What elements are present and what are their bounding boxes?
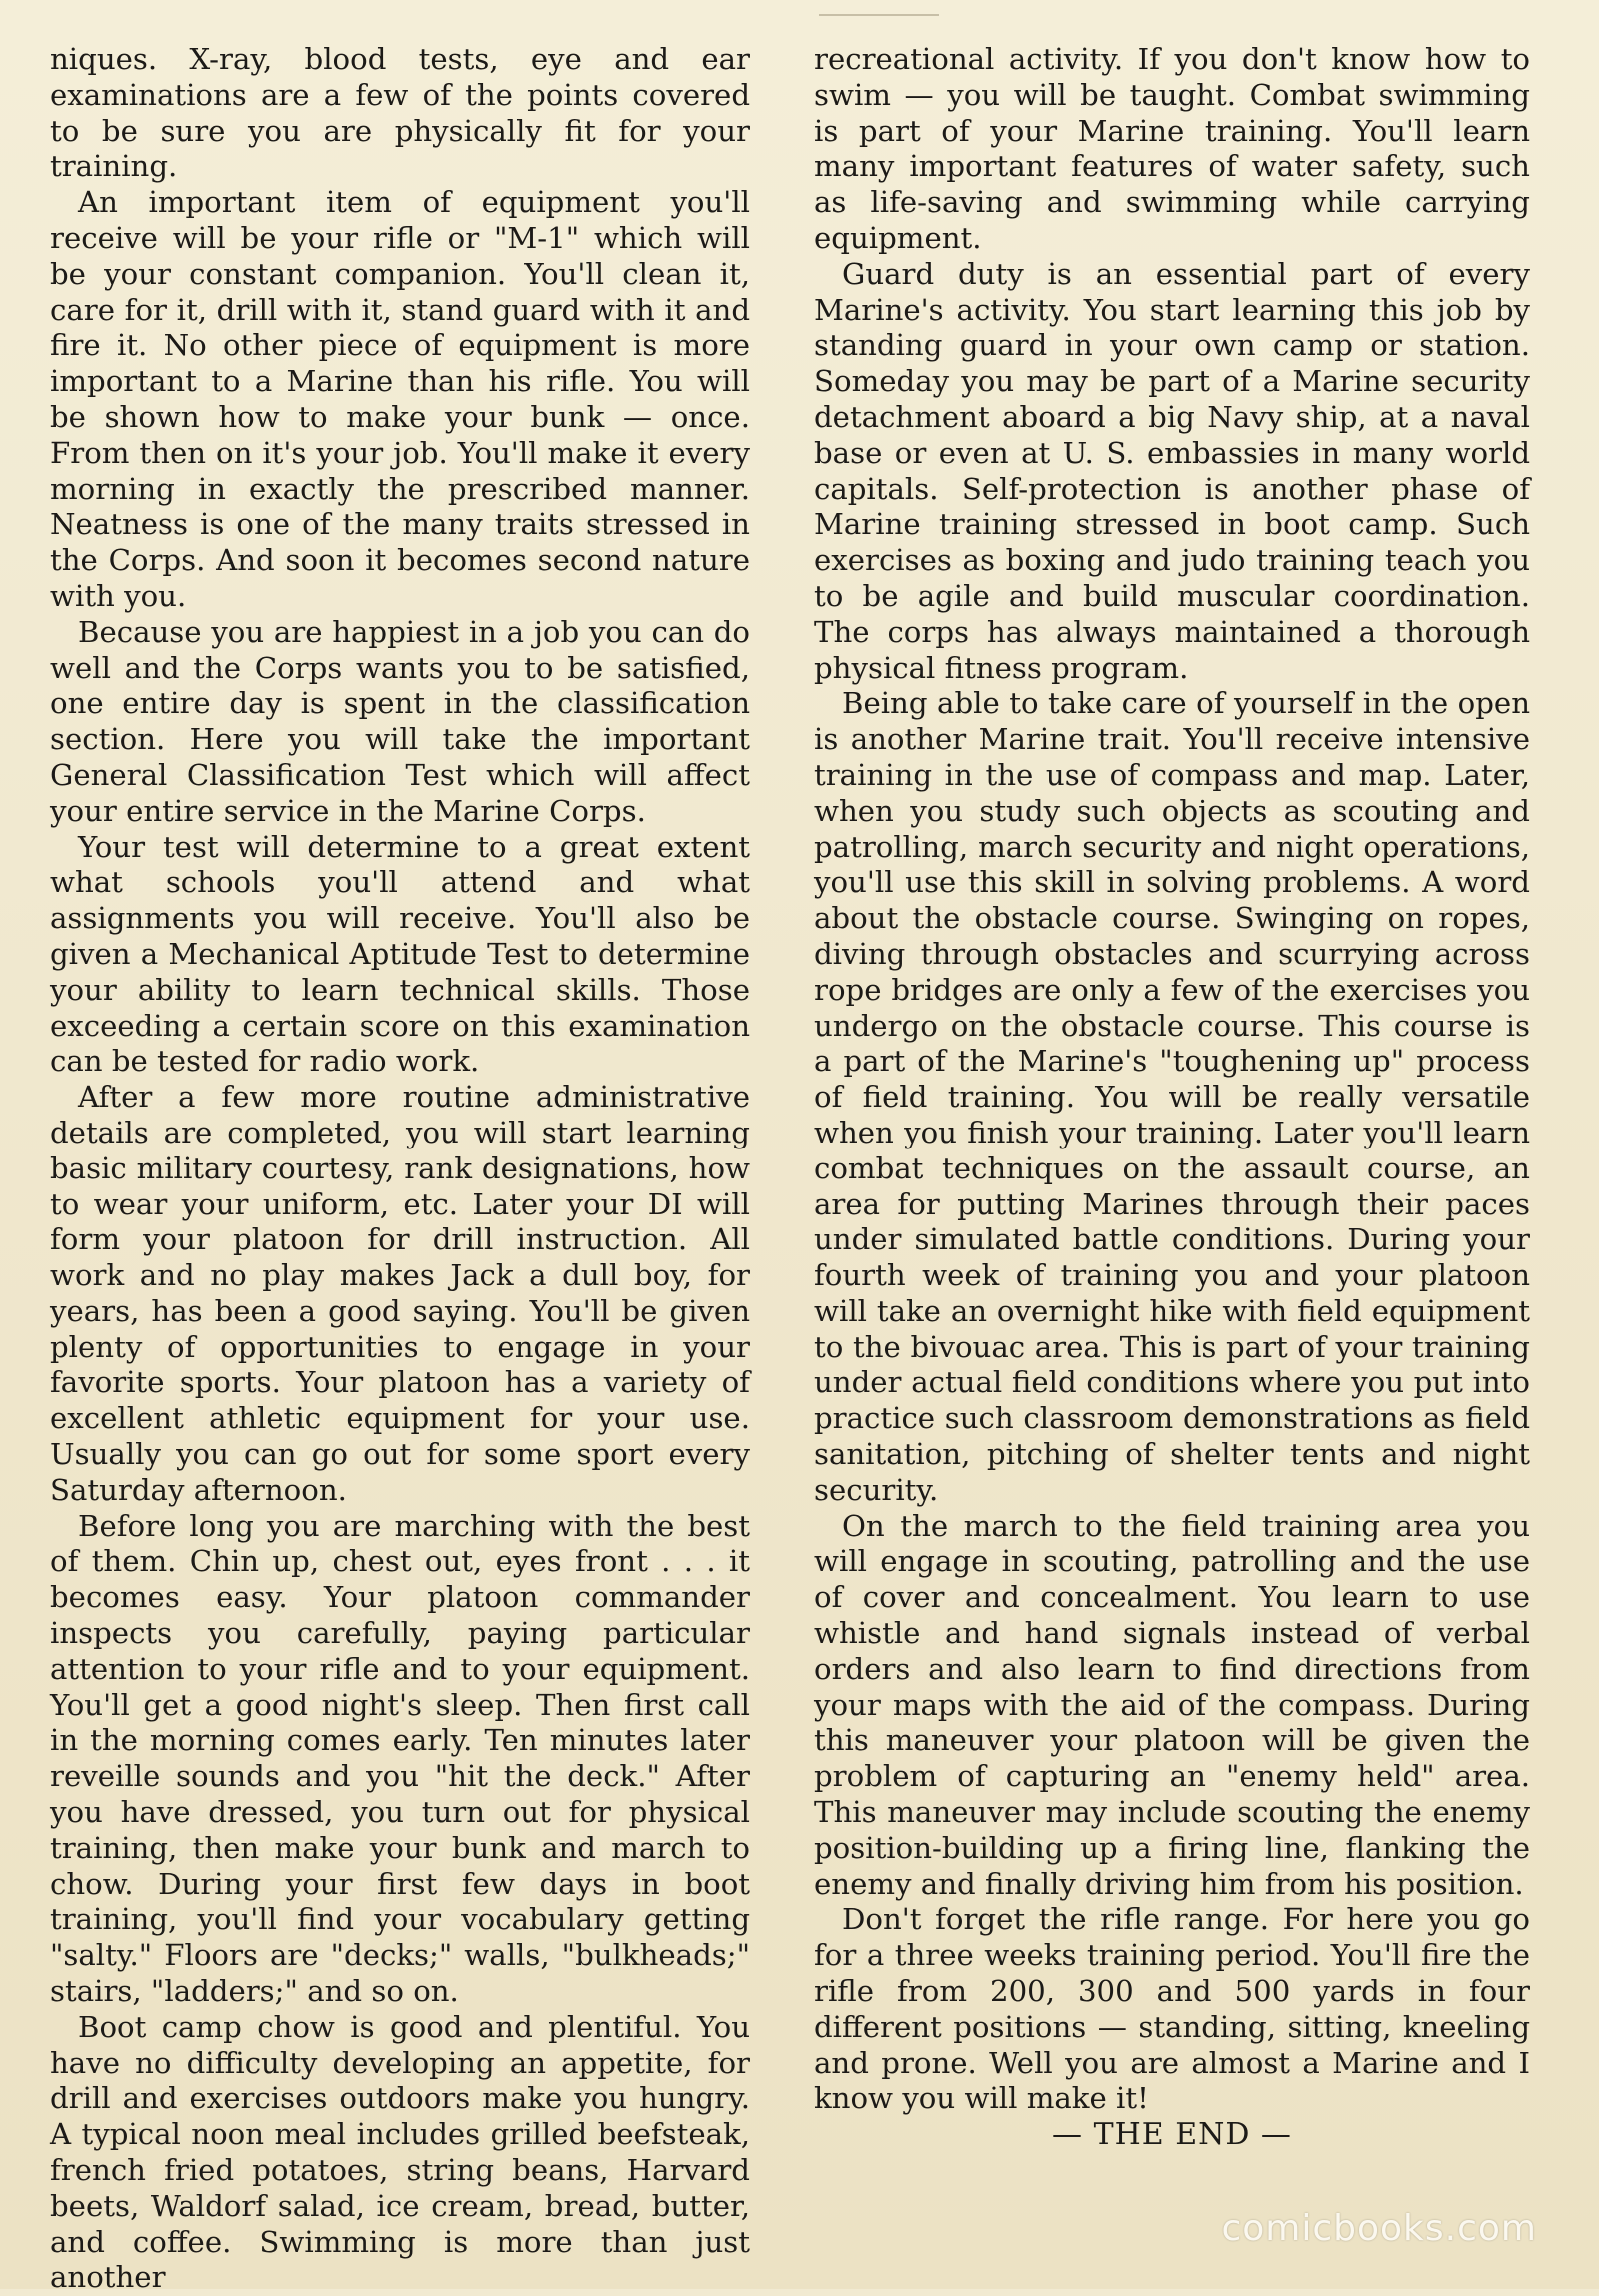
left-column — [50, 42, 750, 2296]
watermark: comicbooks.com — [1221, 2208, 1537, 2249]
right-column — [814, 42, 1530, 2153]
paragraph: Being able to take care of yourself in the open is another Marine trait. You'll receive intensive training in the use of compass and map. Later, when you study such objects as scouting and patrolling, march security and night operations, you'll use this skill in solving problems. A word about the obstacle course. Swinging on ropes, diving through obstacles and scurrying across rope bridges are only a few of the exercises you undergo on the obstacle course. This course is a part of the Marine's "toughening up" process of field training. You will be really versatile when you finish your training. Later you'll learn combat techniques on the assault course, an area for putting Marines through their paces under simulated battle conditions. During your fourth week of training you and your platoon will take an overnight hike with field equipment to the bivouac area. This is part of your training under actual field conditions where you put into practice such classroom demonstrations as field sanitation, pitching of shelter tents and night security. — [814, 686, 1530, 1507]
paragraph: On the march to the field training area you will engage in scouting, patrolling and the use of cover and concealment. You learn to use whistle and hand signals instead of verbal orders and also learn to find directions from your maps with the aid of the compass. During this maneuver your platoon will be given the problem of capturing an "enemy held" area. This maneuver may include scouting the enemy position-building up a firing line, flanking the enemy and finally driving him from his position. — [814, 1508, 1530, 1901]
paragraph: Don't forget the rifle range. For here you go for a three weeks training period. You'll fire the rifle from 200, 300 and 500 yards in four different positions — standing, sitting, kneeling and prone. Well you are almost a Marine and I know you will make it! — [814, 1902, 1530, 2116]
paragraph: Boot camp chow is good and plentiful. You have no difficulty developing an appetite, for drill and exercises outdoors make you hungry. A typical noon meal includes grilled beefsteak, french fried potatoes, string beans, Harvard beets, Waldorf salad, ice cream, bread, butter, and coffee. Swimming is more than just another — [50, 2009, 750, 2295]
end-marker: — THE END — — [1052, 2117, 1292, 2153]
paragraph: An important item of equipment you'll receive will be your rifle or "M-1" which will be your constant companion. You'll clean it, care for it, drill with it, stand guard with it and fire it. No other piece of equipment is more important to a Marine than his rifle. You will be shown how to make your bunk — once. From then on it's your job. You'll make it every morning in exactly the prescribed manner. Neatness is one of the many traits stressed in the Corps. And soon it becomes second nature with you. — [50, 185, 750, 613]
paragraph: Before long you are marching with the best of them. Chin up, chest out, eyes front . . . it becomes easy. Your platoon commander inspects you carefully, paying particular attention to your rifle and to your equipment. You'll get a good night's sleep. Then first call in the morning comes early. Ten minutes later reveille sounds and you "hit the deck." After you have dressed, you turn out for physical training, then make your bunk and march to chow. During your first few days in boot training, you'll find your vocabulary getting "salty." Floors are "decks;" walls, "bulkheads;" stairs, "ladders;" and so on. — [50, 1508, 750, 2009]
paragraph: Your test will determine to a great extent what schools you'll attend and what assignments you will receive. You'll also be given a Mechanical Aptitude Test to determine your ability to learn technical skills. Those exceeding a certain score on this examination can be tested for radio work. — [50, 829, 750, 1079]
paragraph: Guard duty is an essential part of every Marine's activity. You start learning this job by standing guard in your own camp or station. Someday you may be part of a Marine security detachment aboard a big Navy ship, at a naval base or even at U. S. embassies in many world capitals. Self-protection is another phase of Marine training stressed in boot camp. Such exercises as boxing and judo training teach you to be agile and build muscular coordination. The corps has always maintained a thorough physical fitness program. — [814, 256, 1530, 685]
paragraph: Because you are happiest in a job you can do well and the Corps wants you to be satisfied, one entire day is spent in the classification section. Here you will take the important General Classification Test which will affect your entire service in the Marine Corps. — [50, 614, 750, 828]
paragraph: After a few more routine administrative details are completed, you will start learning basic military courtesy, rank designations, how to wear your uniform, etc. Later your DI will form your platoon for drill instruction. All work and no play makes Jack a dull boy, for years, has been a good saying. You'll be given plenty of opportunities to engage in your favorite sports. Your platoon has a variety of excellent athletic equipment for your use. Usually you can go out for some sport every Saturday afternoon. — [50, 1080, 750, 1507]
paragraph: recreational activity. If you don't know how to swim — you will be taught. Combat swimming is part of your Marine training. You'll learn many important features of water safety, such as life-saving and swimming while carrying equipment. — [814, 42, 1530, 255]
paragraph: niques. X-ray, blood tests, eye and ear examinations are a few of the points covered to be sure you are physically fit for your training. — [50, 42, 750, 184]
top-rule — [819, 14, 939, 16]
